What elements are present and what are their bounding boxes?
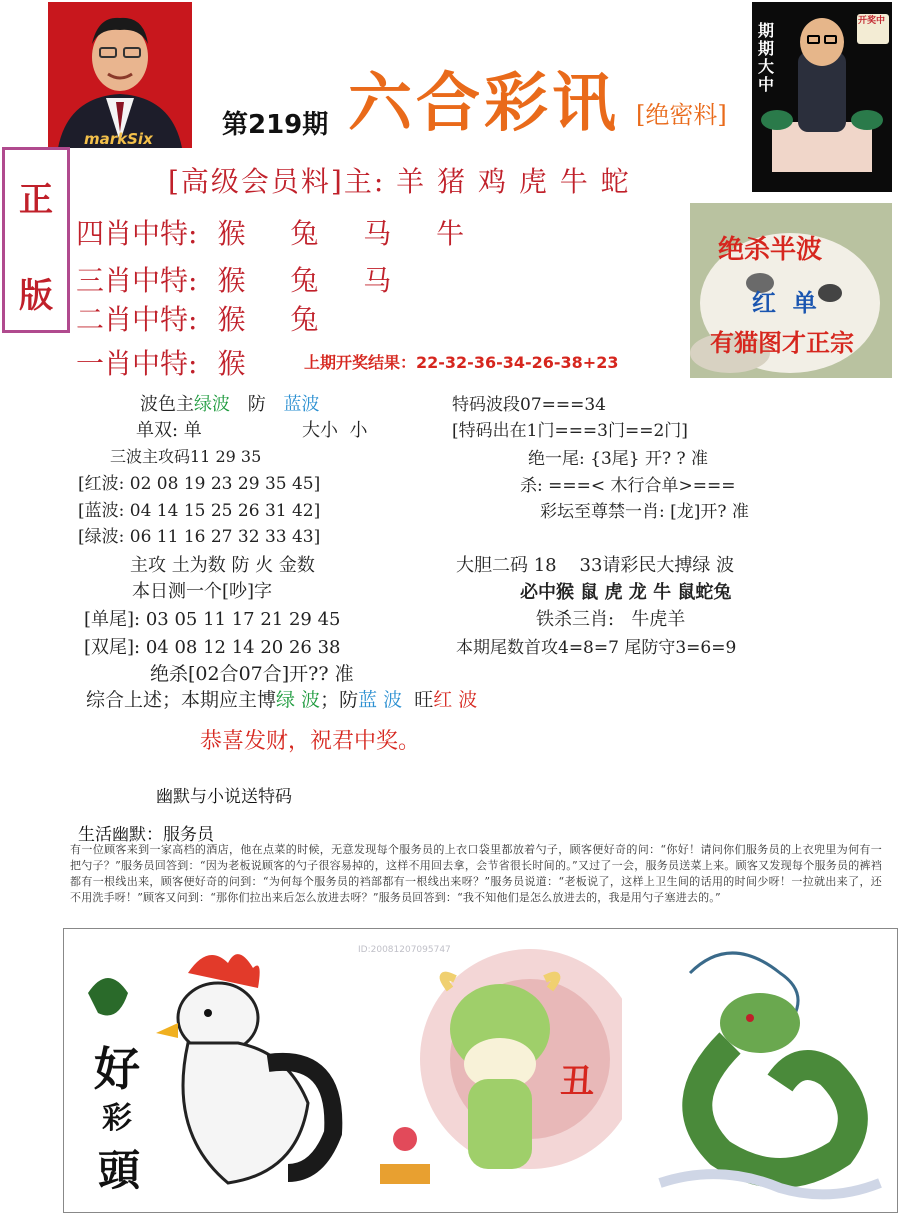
page-subtitle: [绝密料] xyxy=(636,101,727,129)
logo-text: markSix xyxy=(84,130,153,148)
ox-image xyxy=(350,939,622,1209)
ox-char: 丑 xyxy=(560,1062,594,1102)
joke-body: 有一位顾客来到一家高档的酒店，他在点菜的时候，无意发现每个服务员的上衣口袋里都放着勺子，顾客便好奇的问：“你好！请问你们服务员的上衣兜里为何有一把勺子？”服务员回答到：“因为老板说顾客的勺子很容易掉的，这样不用回去拿，会节省很长时间的。”又过了一会，服务员送菜上来。顾客又发现每个服务员的裤裆都有一根线出来，顾客便好奇的问到：“为何每个服务员的裆部都有一根线出来呀？”服务员说道：“老板说了，这样上卫生间的话用的时间少呀！一拉就出来了，还不用洗手呀！”顾客又问到：“那你们拉出来后怎么放进去呀？”服务员回答到：“我不知他们是怎么放进去的，我是用勺子塞进去的。” xyxy=(70,843,882,904)
daily-word: 本日测一个[吵]字 xyxy=(132,581,273,602)
tail-kill: 绝一尾: {3尾} 开? ? 准 xyxy=(528,449,709,469)
tier-row-1 xyxy=(76,342,263,382)
tier-values: 猴 兔 xyxy=(217,303,337,336)
summary-guard-prefix: ；防 xyxy=(320,689,359,711)
tier-values: 猴 兔 马 xyxy=(217,264,410,297)
zodiac-image-strip xyxy=(63,928,898,1213)
green-wave: [绿波: 06 11 16 27 32 33 43] xyxy=(78,527,321,547)
rooster-text-1: 好 xyxy=(94,1042,140,1096)
stamp-char-1: 正 xyxy=(19,180,53,220)
stamp-char-2: 版 xyxy=(19,276,53,316)
congrats-line: 恭喜发财，祝君中奖。 xyxy=(200,729,421,754)
element-kill: 杀: ===< 木行合单>=== xyxy=(520,476,736,496)
wave-guard-prefix: 防 xyxy=(247,394,266,415)
size: 大小 小 xyxy=(302,420,368,441)
cat-text-1: 绝杀半波 xyxy=(718,235,823,265)
summary-main-wave: 绿 波 xyxy=(276,689,321,711)
tail-attack: 本期尾数首攻4=8=7 尾防守3=6=9 xyxy=(456,638,737,658)
tier-values: 猴 xyxy=(217,347,264,380)
tier-label: 三肖中特: xyxy=(76,264,198,297)
cartoon-text-left: 期期大中 xyxy=(758,21,775,94)
wave-main xyxy=(140,390,319,416)
summary-boost-prefix: 旺 xyxy=(402,689,434,711)
last-result: 上期开奖结果：22-32-36-34-26-38+23 xyxy=(304,353,619,372)
rooster-image xyxy=(68,933,344,1207)
wave-main-prefix: 波色主 xyxy=(140,394,194,415)
blue-wave: [蓝波: 04 14 15 25 26 31 42] xyxy=(78,501,321,521)
issue-number: 第219期 xyxy=(222,110,329,140)
tier-row-4 xyxy=(76,212,482,252)
code-range: 特码波段07===34 xyxy=(452,395,606,415)
tier-label: 一肖中特: xyxy=(76,347,198,380)
tier-values: 猴 兔 马 牛 xyxy=(217,217,483,250)
code-gate: [特码出在1门===3门==2门] xyxy=(452,421,688,441)
even-tail: [双尾]: 04 08 12 14 20 26 38 xyxy=(84,637,341,658)
cartoon-text-right: 开奖中 xyxy=(858,16,886,26)
summary-prefix: 综合上述；本期应主博 xyxy=(86,689,277,711)
dragon-image xyxy=(630,933,892,1207)
odd-even: 单双: 单 xyxy=(136,420,202,441)
summary-guard-wave: 蓝 波 xyxy=(358,689,403,711)
vip-line: [高级会员料]主: 羊 猪 鸡 虎 牛 蛇 xyxy=(168,165,631,198)
ox-id-text: ID:20081207095747 xyxy=(358,945,451,955)
cat-image xyxy=(690,203,892,378)
iron-kill: 铁杀三肖: 牛虎羊 xyxy=(536,609,686,630)
must-zodiac: 必中猴 鼠 虎 龙 牛 鼠蛇兔 xyxy=(520,582,732,603)
tier-row-2 xyxy=(76,298,336,338)
bold-two-codes: 大胆二码 18 33请彩民大搏绿 波 xyxy=(456,555,735,576)
three-wave: 三波主攻码11 29 35 xyxy=(110,447,262,466)
wave-main-value: 绿波 xyxy=(194,394,230,415)
page-title: 六合彩讯 xyxy=(348,67,620,141)
attack-numbers: 主攻 土为数 防 火 金数 xyxy=(130,555,315,576)
tier-label: 二肖中特: xyxy=(76,303,198,336)
rooster-text-3: 頭 xyxy=(98,1146,141,1195)
portrait-photo xyxy=(48,2,192,148)
summary-line xyxy=(86,685,477,712)
odd-tail: [单尾]: 03 05 11 17 21 29 45 xyxy=(84,609,341,630)
forbid-zodiac: 彩坛至尊禁一肖: [龙]开? 准 xyxy=(540,502,749,522)
genuine-stamp xyxy=(2,147,70,333)
kill-combo: 绝杀[02合07合]开?? 准 xyxy=(150,663,354,685)
joke-title: 生活幽默：服务员 xyxy=(78,825,214,845)
cat-text-2: 红 单 xyxy=(752,288,817,317)
cartoon-image xyxy=(752,2,892,192)
tier-row-3 xyxy=(76,259,409,299)
red-wave: [红波: 02 08 19 23 29 35 45] xyxy=(78,474,321,494)
rooster-text-2: 彩 xyxy=(102,1101,132,1136)
wave-guard-value: 蓝波 xyxy=(283,394,320,415)
humor-title: 幽默与小说送特码 xyxy=(156,787,292,807)
summary-boost-wave: 红 波 xyxy=(433,689,478,711)
tier-label: 四肖中特: xyxy=(76,217,198,250)
cat-text-3: 有猫图才正宗 xyxy=(710,328,854,357)
